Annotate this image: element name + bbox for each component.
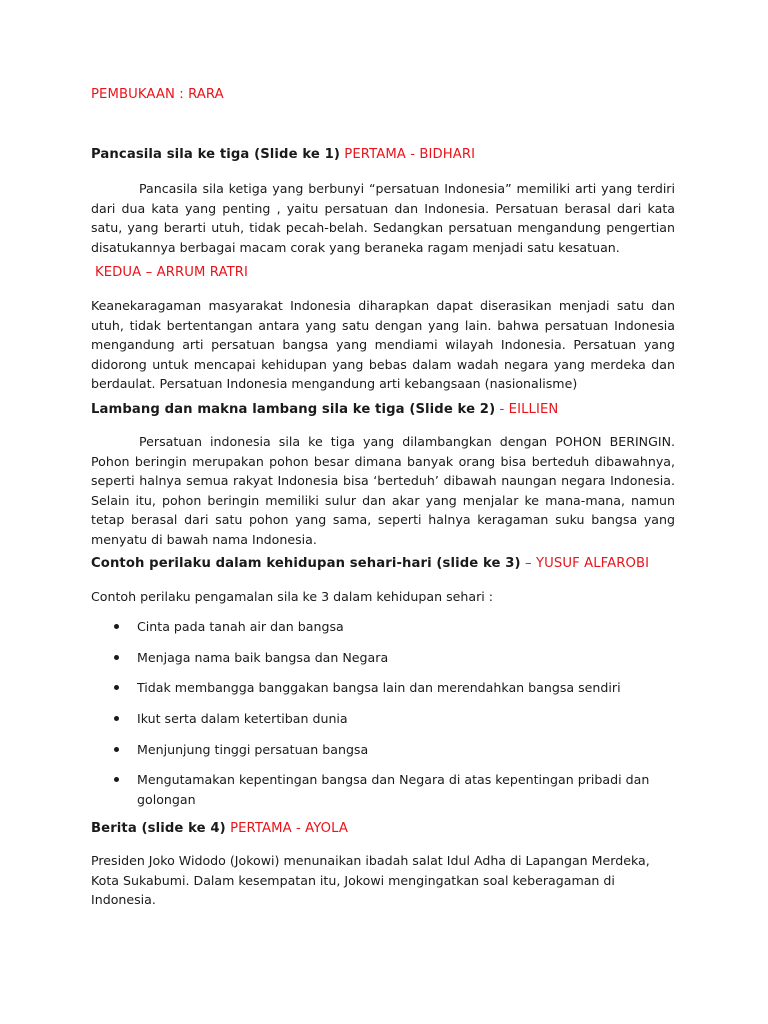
bullet-icon <box>114 655 119 660</box>
section5-paragraph: Presiden Joko Widodo (Jokowi) menunaikan ibadah salat Idul Adha di Lapangan Merdeka, Kota Sukabumi. Dalam kesempatan itu, Jokowi mengingatkan soal keberagaman di Indonesia. <box>91 853 650 907</box>
section3-paragraph: Persatuan indonesia sila ke tiga yang dilambangkan dengan POHON BERINGIN. Pohon beringin merupakan pohon besar dimana banyak orang bisa berteduh dibawahnya, seperti halnya semua rakyat Indonesia bisa ‘berteduh’ dibawah naungan negara Indonesia. Selain itu, pohon beringin memiliki sulur dan akar yang menjalar ke mana-mana, namun tetap berasal dari satu pohon yang sama, seperti halnya keragaman suku bangsa yang menyatu di bawah nama Indonesia. <box>91 434 675 547</box>
bullet-icon <box>114 716 119 721</box>
section2-presenter: KEDUA – ARRUM RATRI <box>95 265 248 280</box>
section4-presenter: – YUSUF ALFAROBI <box>524 556 650 571</box>
section1-title: Pancasila sila ke tiga (Slide ke 1) <box>91 147 340 162</box>
section3-title: Lambang dan makna lambang sila ke tiga (Slide ke 2) <box>91 402 496 417</box>
bullet-icon <box>114 777 119 782</box>
list-item: Cinta pada tanah air dan bangsa <box>112 617 344 637</box>
list-item: Menjunjung tinggi persatuan bangsa <box>112 740 368 760</box>
list-item: Tidak membangga banggakan bangsa lain dan merendahkan bangsa sendiri <box>112 678 621 698</box>
section1-paragraph: Pancasila sila ketiga yang berbunyi “persatuan Indonesia” memiliki arti yang terdiri dari dua kata yang penting , yaitu persatuan dan Indonesia. Persatuan berasal dari kata satu, yang berarti utuh, tidak pecah-belah. Sedangkan persatuan mengandung pengertian disatukannya berbagai macam corak yang beraneka ragam menjadi satu kesatuan. <box>91 181 675 255</box>
section4-intro: Contoh perilaku pengamalan sila ke 3 dalam kehidupan sehari : <box>91 589 494 604</box>
section1-heading <box>91 147 675 162</box>
list-item: Menjaga nama baik bangsa dan Negara <box>112 648 388 668</box>
section5-presenter: PERTAMA - AYOLA <box>230 821 349 836</box>
section5-heading <box>91 821 675 836</box>
list-item: Mengutamakan kepentingan bangsa dan Negara di atas kepentingan pribadi dan golongan <box>112 770 672 809</box>
list-item: Ikut serta dalam ketertiban dunia <box>112 709 348 729</box>
opening-heading: PEMBUKAAN : RARA <box>91 87 224 102</box>
section2-paragraph: Keanekaragaman masyarakat Indonesia diharapkan dapat diserasikan menjadi satu dan utuh, tidak bertentangan antara yang satu dengan yang lain. bahwa persatuan Indonesia mengandung arti persatuan bangsa yang mendiami wilayah Indonesia. Persatuan yang didorong untuk mencapai kehidupan yang bebas dalam wadah negara yang merdeka dan berdaulat. Persatuan Indonesia mengandung arti kebangsaan (nasionalisme) <box>91 298 675 391</box>
section5-title: Berita (slide ke 4) <box>91 821 226 836</box>
bullet-icon <box>114 685 119 690</box>
section4-title: Contoh perilaku dalam kehidupan sehari-hari (slide ke 3) <box>91 556 521 571</box>
bullet-icon <box>114 624 119 629</box>
section3-heading <box>91 402 675 417</box>
bullet-icon <box>114 747 119 752</box>
section3-presenter: - EILLIEN <box>499 402 559 417</box>
section1-presenter: PERTAMA - BIDHARI <box>344 147 476 162</box>
section4-heading <box>91 556 675 571</box>
